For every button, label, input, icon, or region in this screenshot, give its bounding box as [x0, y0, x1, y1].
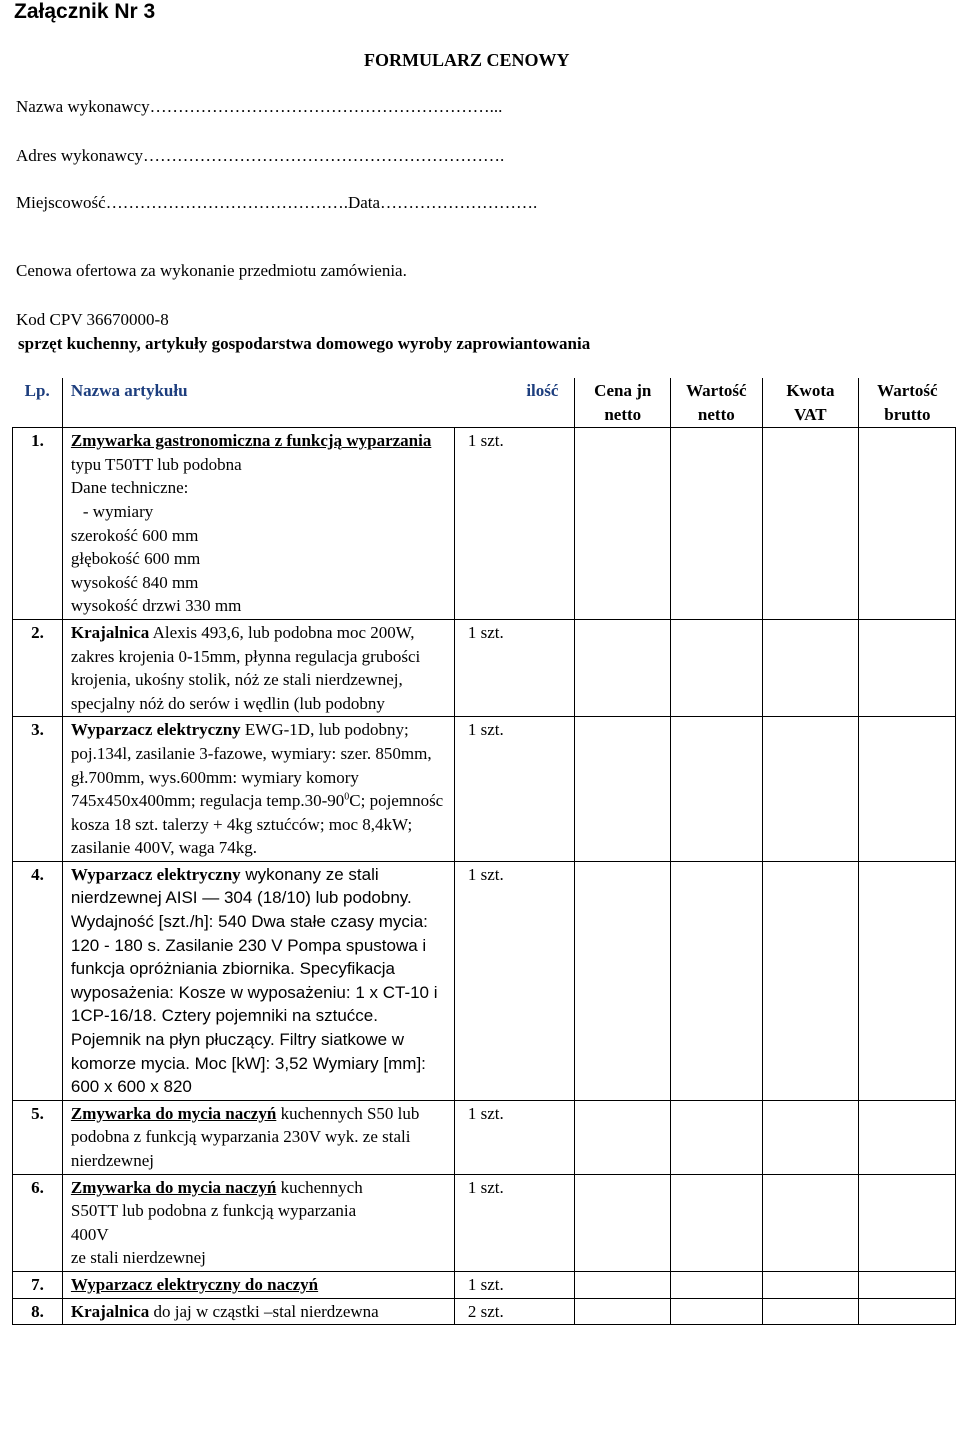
row-desc: EWG-1D, lub podobny; poj.134l, zasilanie 3-fazowe, wymiary: szer. 850mm, gł.700mm, wys.600mm: wymiary komory 745x450x400mm; regulacja temp.30-90 [70, 720, 432, 811]
row-net-value [671, 619, 762, 716]
row-gross [859, 1271, 956, 1298]
row-unit-price [575, 861, 671, 1100]
table-row [13, 1298, 956, 1325]
row-net-value [671, 717, 762, 862]
row-lp: 7. [13, 1271, 63, 1298]
row-vat [762, 619, 859, 716]
row-gross [859, 717, 956, 862]
row-lp: 1. [13, 428, 63, 620]
table-row [13, 1174, 956, 1271]
place-date-field: Miejscowość…………………………………….Data………………………. [16, 193, 538, 212]
row-item-name: Wyparzacz elektryczny do naczyń [70, 1274, 319, 1294]
table-header-row [13, 378, 956, 428]
row-vat [762, 1100, 859, 1174]
row-desc-line: wysokość drzwi 330 mm [70, 596, 242, 616]
price-table [12, 378, 956, 1325]
row-item-name: Zmywarka gastronomiczna z funkcją wyparzania [70, 431, 432, 451]
row-net-value [671, 861, 762, 1100]
header-net-value-line2: netto [697, 404, 735, 424]
row-vat [762, 1298, 859, 1325]
row-desc-line: kuchennych [280, 1177, 363, 1197]
row-vat [762, 428, 859, 620]
row-item-name: Wyparzacz elektryczny [70, 720, 241, 740]
row-net-value [671, 1100, 762, 1174]
row-qty: 1 szt. [454, 1174, 575, 1271]
row-gross [859, 619, 956, 716]
header-vat-line2: VAT [794, 404, 827, 424]
row-desc-b: C; pojemnośc kosza 18 szt. talerzy + 4kg sztućców; moc 8,4kW; zasilanie 400V, waga 74kg. [70, 791, 444, 858]
row-gross [859, 1100, 956, 1174]
row-qty: 1 szt. [454, 428, 575, 620]
row-lp: 5. [13, 1100, 63, 1174]
cpv-description: sprzęt kuchenny, artykuły gospodarstwa domowego wyroby zaprowiantowania [18, 334, 591, 353]
header-net-value [671, 378, 762, 428]
row-desc-line: głębokość 600 mm [70, 549, 201, 569]
row-name [62, 717, 454, 862]
row-desc: do jaj w cząstki –stal nierdzewna [149, 1301, 379, 1321]
row-vat [762, 861, 859, 1100]
header-name-qty [62, 378, 575, 428]
header-name: Nazwa artykułu [70, 381, 188, 400]
row-desc: wykonany ze stali nierdzewnej AISI — 304 (18/10) lub podobny. Wydajność [szt./h]: 540 Dwa stałe czasy mycia: 120 - 180 s. Zasilanie 230 V Pompa spustowa i funkcja opróżniania zbiornika. Specyfikacja wyposażenia: Kosze w wyposażeniu: 1 x CT-10 i 1CP-16/18. Cztery pojemniki na sztućce. Pojemnik na płyn płuczący. Filtry siatkowe w komorze mycia. Moc [kW]: 3,52 Wymiary [mm]: 600 x 600 x 820 [70, 864, 438, 1097]
row-name [62, 1298, 454, 1325]
offer-description: Cenowa ofertowa za wykonanie przedmiotu zamówienia. [16, 261, 407, 280]
row-name [62, 1174, 454, 1271]
row-unit-price [575, 1100, 671, 1174]
row-qty: 1 szt. [454, 619, 575, 716]
row-desc-line: Dane techniczne: [70, 478, 189, 498]
row-name [62, 1100, 454, 1174]
table-row [13, 1100, 956, 1174]
row-gross [859, 1298, 956, 1325]
row-vat [762, 1174, 859, 1271]
row-unit-price [575, 1271, 671, 1298]
row-name [62, 428, 454, 620]
contractor-address-field: Adres wykonawcy………………………………………………………. [16, 146, 505, 165]
row-desc-line: S50TT lub podobna z funkcją wyparzania [70, 1201, 357, 1221]
row-lp: 2. [13, 619, 63, 716]
header-unit-price-line2: netto [604, 404, 642, 424]
row-lp: 3. [13, 717, 63, 862]
row-unit-price [575, 1298, 671, 1325]
row-name [62, 861, 454, 1100]
header-vat-amount [762, 378, 859, 428]
header-gross-line1: Wartość [877, 381, 938, 400]
row-desc: kuchennych S50 lub podobna z funkcją wyparzania 230V wyk. ze stali nierdzewnej [70, 1103, 420, 1170]
row-item-name: Zmywarka do mycia naczyń [70, 1103, 277, 1123]
row-qty: 1 szt. [454, 1271, 575, 1298]
table-row [13, 717, 956, 862]
row-item-name: Zmywarka do mycia naczyń [70, 1177, 277, 1197]
header-unit-price-line1: Cena jn [594, 381, 652, 400]
table-row [13, 428, 956, 620]
row-name [62, 619, 454, 716]
row-item-name: Krajalnica [70, 1301, 150, 1321]
row-lp: 6. [13, 1174, 63, 1271]
cpv-code: Kod CPV 36670000-8 [16, 310, 169, 329]
row-net-value [671, 428, 762, 620]
table-row [13, 1271, 956, 1298]
row-desc-line: wysokość 840 mm [70, 572, 199, 592]
header-gross-line2: brutto [884, 404, 931, 424]
row-qty: 1 szt. [454, 1100, 575, 1174]
header-net-value-line1: Wartość [686, 381, 747, 400]
row-desc-line: ze stali nierdzewnej [70, 1248, 206, 1268]
table-row [13, 861, 956, 1100]
row-item-name: Krajalnica [70, 622, 150, 642]
attachment-title: Załącznik Nr 3 [14, 0, 156, 23]
row-qty: 1 szt. [454, 717, 575, 862]
row-lp: 8. [13, 1298, 63, 1325]
row-desc: Alexis 493,6, lub podobna moc 200W, zakres krojenia 0-15mm, płynna regulacja grubości krojenia, ukośny stolik, nóż ze stali nierdzewnej, specjalny nóż do serów i wędlin (lub podobny [70, 622, 421, 713]
table-row [13, 619, 956, 716]
contractor-name-field: Nazwa wykonawcy……………………………………………………... [16, 97, 503, 116]
row-unit-price [575, 1174, 671, 1271]
header-unit-price [575, 378, 671, 428]
row-name [62, 1271, 454, 1298]
row-qty: 2 szt. [454, 1298, 575, 1325]
row-desc-line: szerokość 600 mm [70, 525, 199, 545]
form-title: FORMULARZ CENOWY [364, 50, 570, 70]
row-desc-line: - wymiary [82, 501, 154, 521]
row-vat [762, 717, 859, 862]
row-net-value [671, 1174, 762, 1271]
header-gross-value [859, 378, 956, 428]
header-lp: Lp. [13, 378, 63, 428]
row-unit-price [575, 619, 671, 716]
row-gross [859, 861, 956, 1100]
row-vat [762, 1271, 859, 1298]
row-net-value [671, 1271, 762, 1298]
row-net-value [671, 1298, 762, 1325]
row-gross [859, 428, 956, 620]
row-unit-price [575, 717, 671, 862]
row-item-name: Wyparzacz elektryczny [70, 864, 241, 884]
row-desc-line: 400V [70, 1224, 109, 1244]
row-desc-sup: 0 [344, 791, 350, 803]
row-desc-line: typu T50TT lub podobna [70, 454, 242, 474]
header-vat-line1: Kwota [786, 381, 835, 400]
row-gross [859, 1174, 956, 1271]
row-unit-price [575, 428, 671, 620]
row-lp: 4. [13, 861, 63, 1100]
row-qty: 1 szt. [454, 861, 575, 1100]
header-qty: ilość [526, 381, 559, 400]
